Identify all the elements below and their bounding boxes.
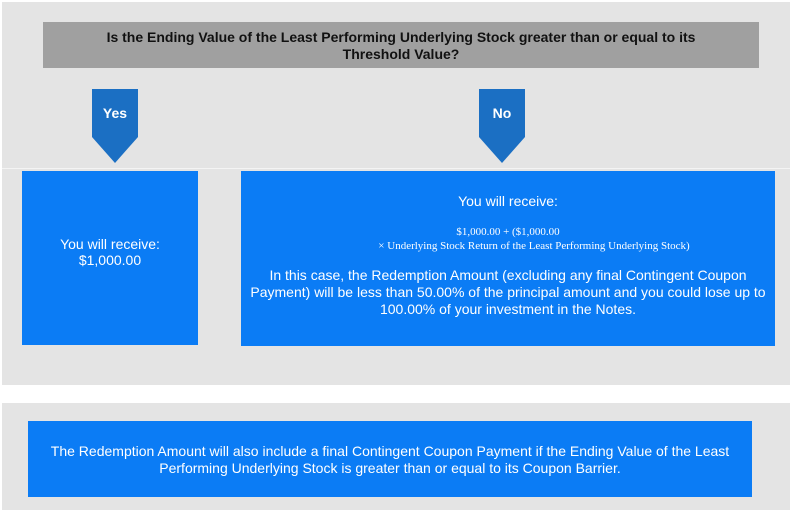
no-receive-label: You will receive: [458, 193, 558, 209]
yes-arrow-head [92, 137, 138, 163]
no-arrow [479, 89, 525, 163]
question-text: Is the Ending Value of the Least Performing Underlying Stock greater than or equal to its Threshold Value? [106, 29, 696, 62]
formula-line-1: $1,000.00 + ($1,000.00 [456, 226, 560, 238]
loss-explanation: In this case, the Redemption Amount (excluding any final Contingent Coupon Payment) will be less than 50.00% of the principal amount and you could lose up to 100.00% of your investment in the Notes. [250, 267, 766, 317]
no-arrow-body [479, 89, 525, 137]
no-arrow-head [479, 137, 525, 163]
yes-arrow [92, 89, 138, 163]
yes-receive-label: You will receive: [60, 236, 160, 252]
redemption-formula [241, 225, 775, 253]
no-label: No [492, 105, 512, 121]
coupon-note-box [28, 421, 752, 497]
panel-divider [2, 168, 790, 169]
yes-arrow-body [92, 89, 138, 137]
yes-outcome-box [22, 171, 198, 345]
coupon-note-text: The Redemption Amount will also include a final Contingent Coupon Payment if the Ending Value of the Least Performing Underlying Stock is greater than or equal to its Coupon Barrier. [50, 443, 730, 476]
formula-line-2: × Underlying Stock Return of the Least Performing Underlying Stock) [378, 240, 690, 252]
no-outcome-box [241, 171, 775, 346]
question-box [43, 22, 759, 68]
yes-label: Yes [102, 105, 128, 121]
yes-amount: $1,000.00 [78, 252, 142, 268]
